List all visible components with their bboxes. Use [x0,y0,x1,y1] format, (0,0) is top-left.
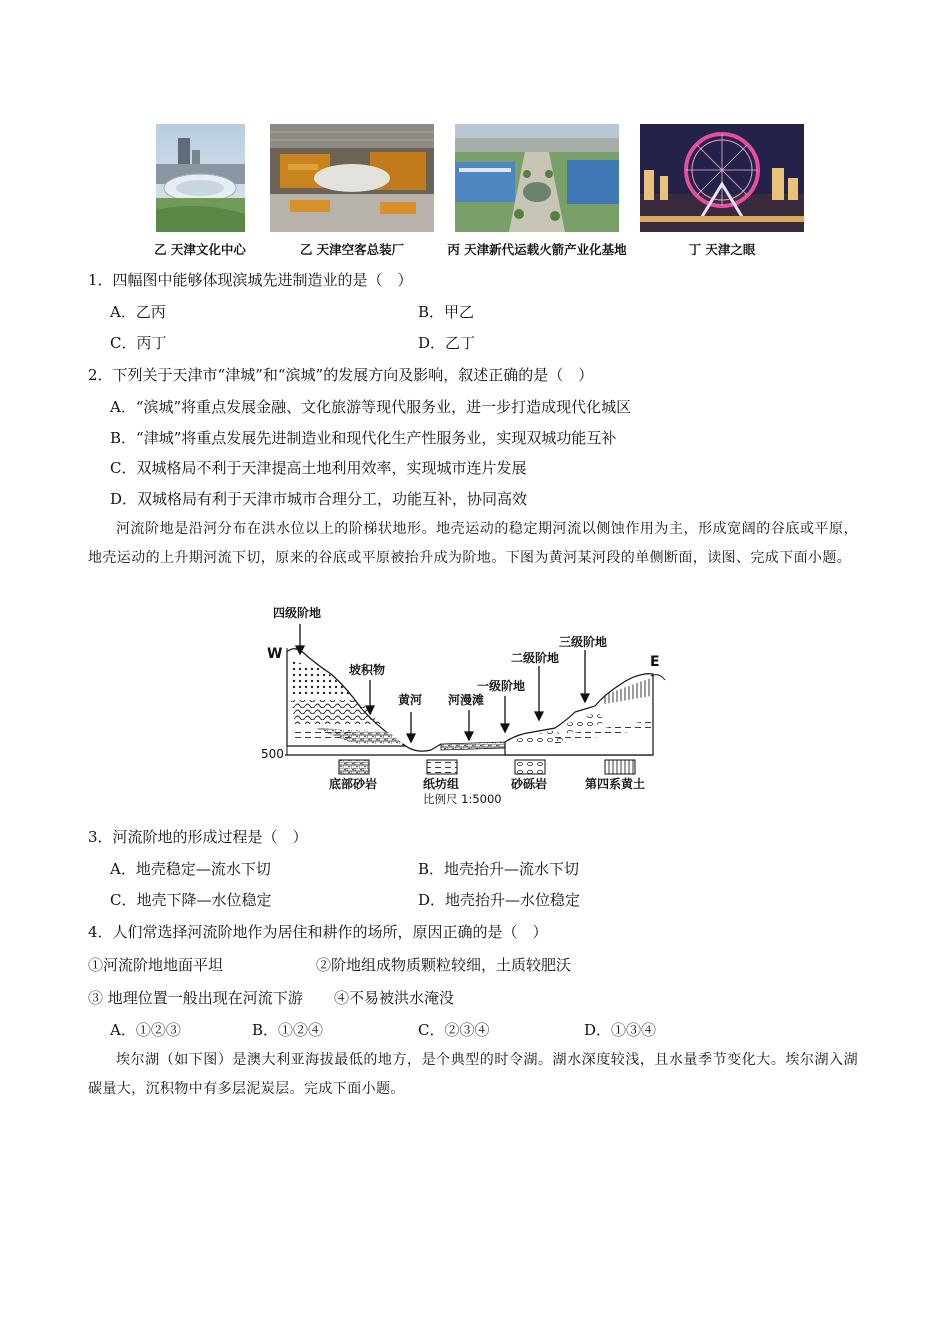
legend-swatch-zhifang [427,760,457,774]
question-2-option-a[interactable]: A．“滨城”将重点发展金融、文化旅游等现代服务业，进一步打造成现代化城区 [110,398,632,416]
legend-label-sandstone: 底部砂岩 [329,777,378,791]
question-1-option-c[interactable]: C．丙丁 [110,334,167,352]
question-4-option-c[interactable]: C．②③④ [418,1021,490,1039]
label-terrace-3: 三级阶地 [559,635,608,649]
question-1-option-a[interactable]: A．乙丙 [110,303,166,321]
question-2-option-d[interactable]: D．双城格局有利于天津市城市合理分工，功能互补，协同高效 [110,490,528,508]
question-4-statement-4: ④不易被洪水淹没 [334,989,455,1007]
river-terrace-cross-section [255,600,675,810]
question-4-statement-1: ①河流阶地地面平坦 [88,956,224,974]
label-yellow-river: 黄河 [398,693,423,707]
question-2-option-b[interactable]: B．“津城”将重点发展先进制造业和现代化生产性服务业，实现双城功能互补 [110,429,617,447]
legend-label-loess: 第四系黄土 [585,777,646,791]
question-3-option-b[interactable]: B．地壳抬升—流水下切 [418,860,580,878]
question-3-option-c[interactable]: C．地壳下降—水位稳定 [110,891,272,909]
label-terrace-1: 一级阶地 [477,679,526,693]
passage-river-terrace: 河流阶地是沿河分布在洪水位以上的阶梯状地形。地壳运动的稳定期河流以侧蚀作用为主，形成宽阔的谷底或平原，地壳运动的上升期河流下切，原来的谷底或平原被抬升成为阶地。下图为黄河某河段的单侧断面，读图、完成下面小题。 [88,521,858,566]
photo-tianjin-eye [640,124,804,232]
question-4-option-d[interactable]: D．①③④ [584,1021,657,1039]
legend-swatch-conglomerate [515,760,545,774]
legend-swatch-sandstone [339,760,369,774]
label-east: E [650,654,660,670]
caption-photo-1: 乙 天津文化中心 [154,242,246,257]
question-4-statement-2: ②阶地组成物质颗粒较细，土质较肥沃 [316,956,572,974]
question-3-stem: 3．河流阶地的形成过程是（ ） [88,828,308,846]
label-terrace-4: 四级阶地 [273,606,322,620]
question-2-option-c[interactable]: C．双城格局不利于天津提高土地利用效率，实现城市连片发展 [110,459,527,477]
diagram-scale: 比例尺 1:5000 [423,792,502,806]
photo-tianjin-culture-center [156,124,245,232]
question-1-option-d[interactable]: D．乙丁 [418,334,476,352]
label-floodplain: 河漫滩 [448,693,485,707]
caption-photo-4: 丁 天津之眼 [688,242,756,257]
question-3-option-d[interactable]: D．地壳抬升—水位稳定 [418,891,581,909]
legend-label-conglomerate: 砂砾岩 [511,777,548,791]
legend-swatch-loess [605,760,635,774]
question-4-stem: 4．人们常选择河流阶地作为居住和耕作的场所，原因正确的是（ ） [88,923,548,941]
question-1-stem: 1．四幅图中能够体现滨城先进制造业的是（ ） [88,271,413,289]
question-4-statement-3: ③ 地理位置一般出现在河流下游 [88,989,303,1007]
legend-label-zhifang: 纸坊组 [423,777,460,791]
label-terrace-2: 二级阶地 [511,651,560,665]
photo-airbus-assembly-plant [270,124,434,232]
question-4-option-a[interactable]: A．①②③ [110,1021,181,1039]
caption-photo-2: 乙 天津空客总装厂 [299,242,405,257]
photo-rocket-industrial-base [455,124,619,232]
question-1-option-b[interactable]: B．甲乙 [418,303,475,321]
caption-photo-3: 丙 天津新代运载火箭产业化基地 [447,242,627,257]
question-2-stem: 2．下列关于天津市“津城”和“滨城”的发展方向及影响，叙述正确的是（ ） [88,366,594,384]
question-3-option-a[interactable]: A．地壳稳定—流水下切 [110,860,271,878]
question-4-option-b[interactable]: B．①②④ [252,1021,324,1039]
label-west: W [267,646,283,662]
passage-lake-eyre: 埃尔湖（如下图）是澳大利亚海拔最低的地方，是个典型的时令湖。湖水深度较浅，且水量季节变化大。埃尔湖入湖碳量大，沉积物中有多层泥炭层。完成下面小题。 [88,1052,858,1097]
label-elevation-500: 500 [261,747,284,761]
label-colluvium: 坡积物 [349,663,386,677]
